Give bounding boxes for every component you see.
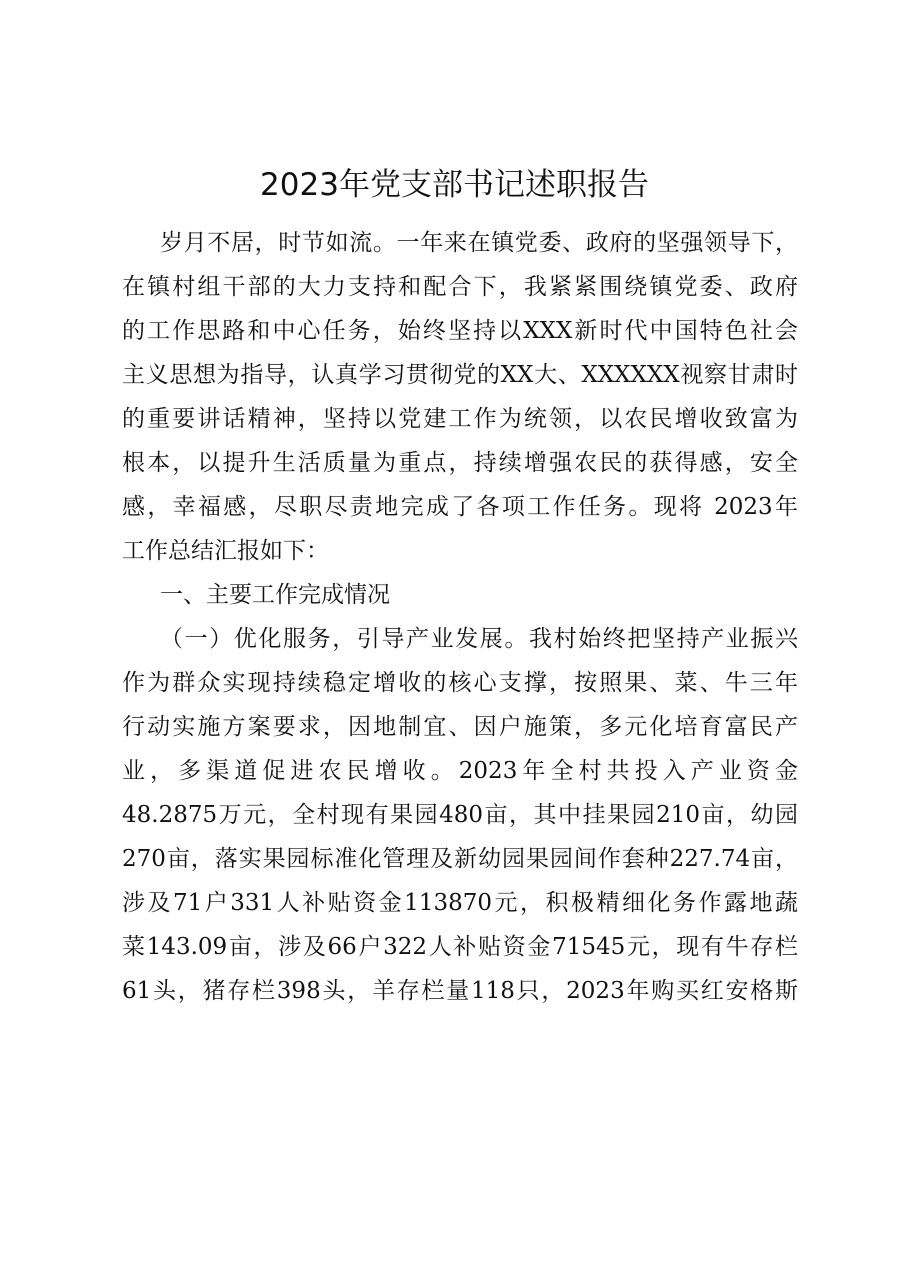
body-line: 行动实施方案要求，因地制宜、因户施策，多元化培育富民产 [122,714,798,740]
body-line: 工作总结汇报如下： [122,538,329,564]
body-line: 作为群众实现持续稳定增收的核心支撑，按照果、菜、牛三年 [122,670,798,696]
body-line: 61头，猪存栏398头，羊存栏量118只，2023年购买红安格斯 [122,978,798,1004]
body-line: 270亩，落实果园标准化管理及新幼园果园间作套种227.74亩， [122,846,798,872]
body-line: 根本，以提升生活质量为重点，持续增强农民的获得感，安全 [122,450,798,476]
body-line: 岁月不居，时节如流。一年来在镇党委、政府的坚强领导下， [160,230,798,256]
body-line: 的工作思路和中心任务，始终坚持以XXX新时代中国特色社会 [122,318,798,344]
body-line: 48.2875万元，全村现有果园480亩，其中挂果园210亩，幼园 [122,802,798,828]
body-line: 菜143.09亩，涉及66户322人补贴资金71545元，现有牛存栏 [122,934,798,960]
body-line: 涉及71户331人补贴资金113870元，积极精细化务作露地蔬 [122,890,798,916]
document-title: 2023年党支部书记述职报告 [260,167,649,203]
body-line: 感，幸福感，尽职尽责地完成了各项工作任务。现将 2023年 [122,494,798,520]
body-line: 业，多渠道促进农民增收。2023年全村共投入产业资金 [122,758,798,784]
body-line: （一）优化服务，引导产业发展。我村始终把坚持产业振兴 [160,626,798,652]
section-heading: 一、主要工作完成情况 [160,582,390,608]
body-line: 的重要讲话精神，坚持以党建工作为统领，以农民增收致富为 [122,406,798,432]
body-line: 在镇村组干部的大力支持和配合下，我紧紧围绕镇党委、政府 [122,274,798,300]
body-line: 主义思想为指导，认真学习贯彻党的XX大、XXXXXX视察甘肃时 [122,362,798,388]
